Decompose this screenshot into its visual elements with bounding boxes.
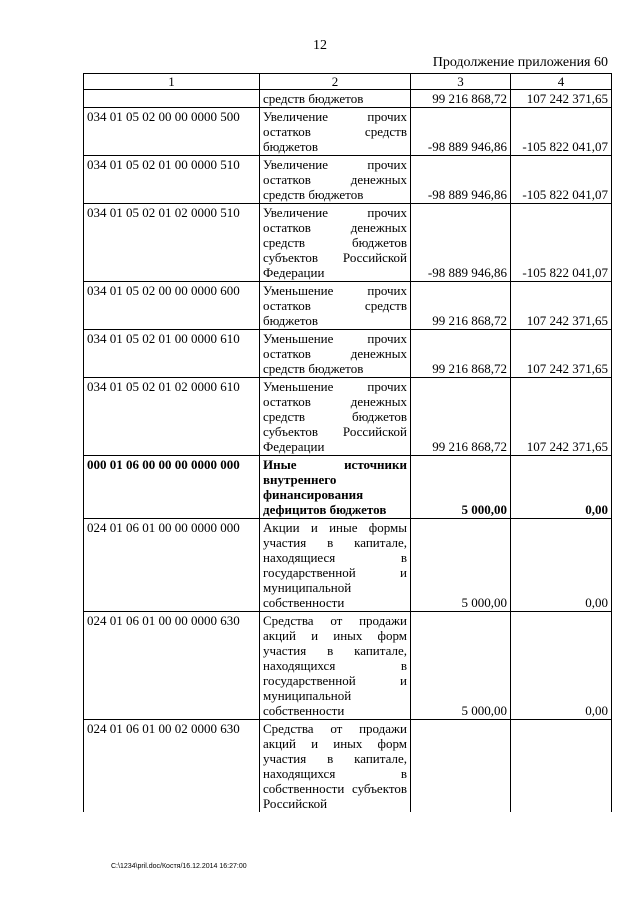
row-value-year2: -105 822 041,07	[511, 108, 612, 156]
row-name: Увеличение прочих остатков денежных средств бюджетов субъектов Российской Федерации	[260, 204, 411, 282]
row-code: 034 01 05 02 01 02 0000 610	[84, 378, 260, 456]
row-code: 024 01 06 01 00 02 0000 630	[84, 720, 260, 813]
row-value-year2: 107 242 371,65	[511, 378, 612, 456]
row-value-year2	[511, 720, 612, 813]
row-value-year1: 99 216 868,72	[411, 378, 511, 456]
budget-sources-table	[83, 73, 612, 812]
column-header-3: 3	[411, 74, 511, 90]
table-row	[84, 519, 612, 612]
row-name: Уменьшение прочих остатков средств бюджетов	[260, 282, 411, 330]
row-value-year2: -105 822 041,07	[511, 204, 612, 282]
column-header-1: 1	[84, 74, 260, 90]
row-code: 000 01 06 00 00 00 0000 000	[84, 456, 260, 519]
table-row	[84, 90, 612, 108]
row-name: Увеличение прочих остатков денежных средств бюджетов	[260, 156, 411, 204]
row-value-year2: -105 822 041,07	[511, 156, 612, 204]
row-value-year1: 99 216 868,72	[411, 330, 511, 378]
row-code: 034 01 05 02 00 00 0000 600	[84, 282, 260, 330]
row-value-year1: 5 000,00	[411, 612, 511, 720]
row-code: 034 01 05 02 00 00 0000 500	[84, 108, 260, 156]
table-row	[84, 282, 612, 330]
row-code	[84, 90, 260, 108]
table-row	[84, 204, 612, 282]
row-name: средств бюджетов	[260, 90, 411, 108]
row-value-year1: 99 216 868,72	[411, 282, 511, 330]
row-code: 034 01 05 02 01 00 0000 610	[84, 330, 260, 378]
row-code: 034 01 05 02 01 02 0000 510	[84, 204, 260, 282]
table-header-row	[84, 74, 612, 90]
row-value-year1: 5 000,00	[411, 456, 511, 519]
row-name: Акции и иные формы участия в капитале, находящиеся в государственной и муниципальной собственности	[260, 519, 411, 612]
footer-file-path: C:\1234\pril.doc/Костя/16.12.2014 16:27:00	[111, 863, 247, 870]
table-row	[84, 330, 612, 378]
row-name: Увеличение прочих остатков средств бюджетов	[260, 108, 411, 156]
row-name: Иные источники внутреннего финансирования дефицитов бюджетов	[260, 456, 411, 519]
row-value-year2: 107 242 371,65	[511, 90, 612, 108]
row-name: Уменьшение прочих остатков денежных средств бюджетов субъектов Российской Федерации	[260, 378, 411, 456]
row-value-year1: 99 216 868,72	[411, 90, 511, 108]
row-value-year1	[411, 720, 511, 813]
row-value-year2: 0,00	[511, 519, 612, 612]
column-header-2: 2	[260, 74, 411, 90]
row-name: Средства от продажи акций и иных форм участия в капитале, находящихся в собственности субъектов Российской	[260, 720, 411, 813]
table-row	[84, 378, 612, 456]
row-value-year2: 0,00	[511, 612, 612, 720]
row-value-year1: -98 889 946,86	[411, 156, 511, 204]
row-value-year1: -98 889 946,86	[411, 204, 511, 282]
table-row	[84, 108, 612, 156]
row-value-year2: 107 242 371,65	[511, 282, 612, 330]
table-row	[84, 156, 612, 204]
continuation-label: Продолжение приложения 60	[432, 55, 608, 70]
table-row	[84, 720, 612, 813]
column-header-4: 4	[511, 74, 612, 90]
row-code: 034 01 05 02 01 00 0000 510	[84, 156, 260, 204]
row-value-year2: 107 242 371,65	[511, 330, 612, 378]
row-name: Средства от продажи акций и иных форм участия в капитале, находящихся в государственной и муниципальной собственности	[260, 612, 411, 720]
page-number: 12	[313, 38, 327, 53]
row-name: Уменьшение прочих остатков денежных средств бюджетов	[260, 330, 411, 378]
row-value-year1: 5 000,00	[411, 519, 511, 612]
table-row-total	[84, 456, 612, 519]
row-value-year1: -98 889 946,86	[411, 108, 511, 156]
row-code: 024 01 06 01 00 00 0000 630	[84, 612, 260, 720]
table-row	[84, 612, 612, 720]
row-value-year2: 0,00	[511, 456, 612, 519]
row-code: 024 01 06 01 00 00 0000 000	[84, 519, 260, 612]
